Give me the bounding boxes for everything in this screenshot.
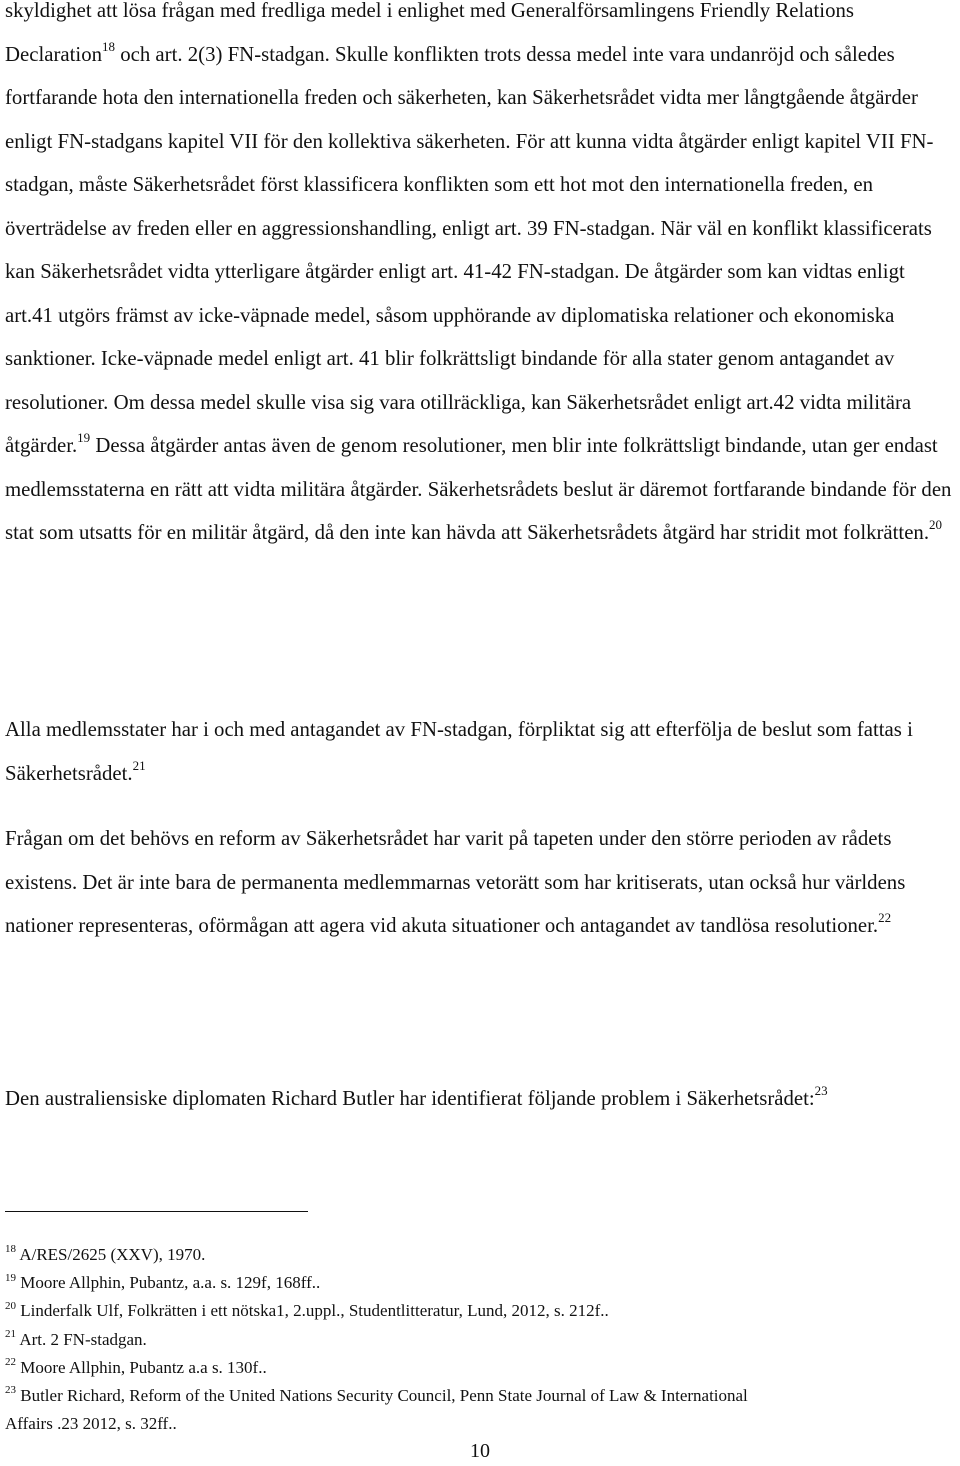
paragraph-text: skyldighet att lösa frågan med fredliga medel i enlighet med Generalförsamlingens Friendly Relations Declaration xyxy=(5,0,854,66)
footnote-text: Linderfalk Ulf, Folkrätten i ett nötska1, 2.uppl., Studentlitteratur, Lund, 2012, s. 212f.. xyxy=(20,1301,609,1321)
footnote-text: A/RES/2625 (XXV), 1970. xyxy=(19,1245,206,1264)
footnote-ref-20[interactable]: 20 xyxy=(929,517,943,533)
body-paragraph-2 xyxy=(5,708,957,795)
footnote-separator xyxy=(5,1211,308,1212)
paragraph-text: Frågan om det behövs en reform av Säkerhetsrådet har varit på tapeten under den större perioden av rådets existens. Det är inte bara de permanenta medlemmarnas vetorätt som har kritiserats, utan också hur världens nationer representeras, oförmågan att agera vid akuta situationer och antagandet av tandlösa resolutioner. xyxy=(5,827,906,937)
footnote-number: 22 xyxy=(5,1356,16,1369)
footnote-18 xyxy=(5,1241,957,1269)
paragraph-text: och art. 2(3) FN-stadgan. Skulle konflikten trots dessa medel inte vara undanröjd och således fortfarande hota den internationella freden och säkerheten, kan Säkerhetsrådet vidta mer långtgående åtgärder enligt FN-stadgans kapitel VII för den kollektiva säkerheten. För att kunna vidta åtgärder enligt kapitel VII FN-stadgan, måste Säkerhetsrådet först klassificera konflikten som ett hot mot den internationella freden, en överträdelse av freden eller en aggressionshandling, enligt art. 39 FN-stadgan. När väl en konflikt klassificerats kan Säkerhetsrådet vidta ytterligare åtgärder enligt art. 41-42 FN-stadgan. De åtgärder som kan vidtas enligt art.41 utgörs främst av icke-väpnade medel, såsom upphörande av diplomatiska relationer och ekonomiska sanktioner. Icke-väpnade medel enligt art. 41 blir folkrättsligt bindande för alla stater genom antagandet av resolutioner. Om dessa medel skulle visa sig vara otillräckliga, kan Säkerhetsrådet enligt art.42 vidta militära åtgärder. xyxy=(5,42,934,457)
footnote-ref-21[interactable]: 21 xyxy=(132,757,146,773)
footnote-22 xyxy=(5,1354,957,1382)
body-paragraph-4 xyxy=(5,1077,957,1121)
footnote-text: Butler Richard, Reform of the United Nations Security Council, Penn State Journal of Law & International xyxy=(20,1386,748,1406)
footnote-23 xyxy=(5,1382,957,1410)
footnote-20 xyxy=(5,1297,957,1325)
footnote-text: Affairs .23 2012, s. 32ff.. xyxy=(5,1414,177,1434)
footnote-23-continued xyxy=(5,1410,957,1438)
footnote-number: 19 xyxy=(5,1271,16,1284)
paragraph-text: Alla medlemsstater har i och med antagandet av FN-stadgan, förpliktat sig att efterfölja de beslut som fattas i Säkerhetsrådet. xyxy=(5,718,913,785)
footnote-ref-18[interactable]: 18 xyxy=(102,38,115,54)
footnote-21 xyxy=(5,1326,957,1354)
paragraph-text: Den australiensiske diplomaten Richard Butler har identifierat följande problem i Säkerhetsrådet: xyxy=(5,1087,815,1110)
footnote-number: 18 xyxy=(5,1243,16,1256)
footnotes xyxy=(5,1241,957,1438)
footnote-text: Moore Allphin, Pubantz a.a s. 130f.. xyxy=(20,1357,267,1377)
footnote-text: Art. 2 FN-stadgan. xyxy=(19,1329,147,1349)
body-paragraph-3 xyxy=(5,817,957,948)
footnote-number: 21 xyxy=(5,1327,16,1340)
footnote-number: 20 xyxy=(5,1299,16,1312)
footnote-19 xyxy=(5,1269,957,1297)
footnote-ref-23[interactable]: 23 xyxy=(814,1083,828,1099)
body-paragraph-1 xyxy=(5,0,957,555)
footnote-ref-22[interactable]: 22 xyxy=(878,910,892,926)
paragraph-text: Dessa åtgärder antas även de genom resolutioner, men blir inte folkrättsligt bindande, utan ger endast medlemsstaterna en rätt att vidta militära åtgärder. Säkerhetsrådets beslut är däremot fortfarande bindande för den stat som utsatts för en militär åtgärd, då den inte kan hävda att Säkerhetsrådets åtgärd har stridit mot folkrätten. xyxy=(5,434,952,544)
page-number: 10 xyxy=(470,1440,490,1462)
footnote-text: Moore Allphin, Pubantz, a.a. s. 129f, 168ff.. xyxy=(20,1273,321,1293)
footnote-ref-19[interactable]: 19 xyxy=(77,430,91,446)
footnote-number: 23 xyxy=(5,1384,16,1397)
